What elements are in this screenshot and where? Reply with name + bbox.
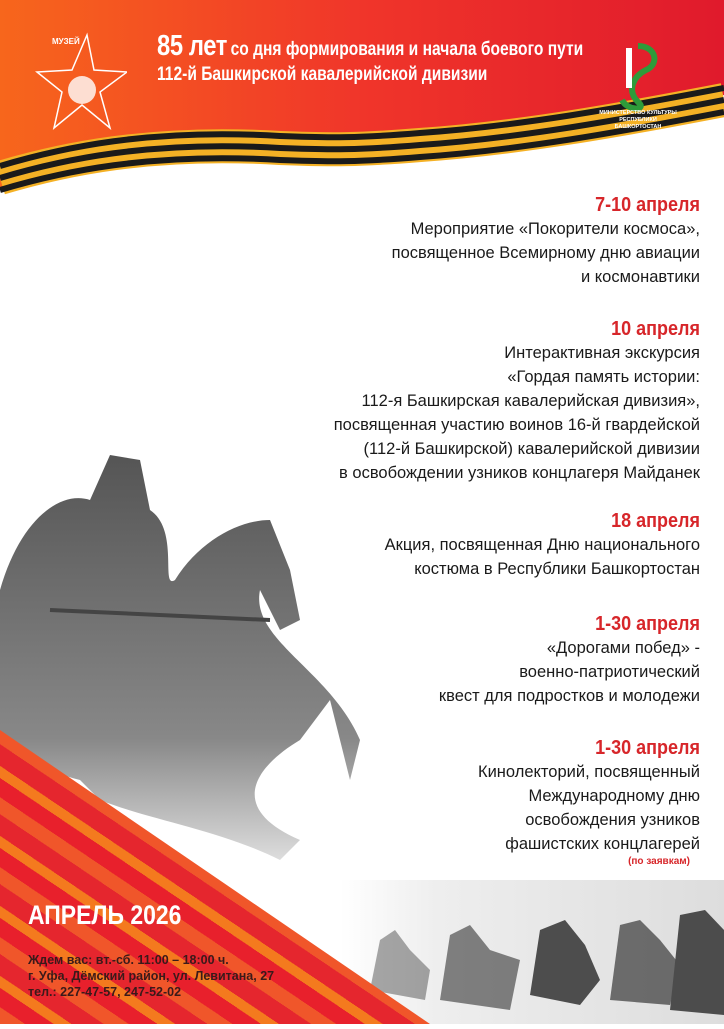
event-text: костюма в Республики Башкортостан: [414, 560, 700, 578]
event-item: [240, 612, 700, 708]
event-text: посвященное Всемирному дню авиации: [391, 244, 700, 262]
event-date: 1-30 апреля: [595, 613, 700, 635]
ministry-line1: МИНИСТЕРСТВО КУЛЬТУРЫ: [599, 110, 677, 116]
event-item: [240, 509, 700, 581]
event-item: [240, 317, 700, 485]
header-banner: [0, 0, 724, 200]
event-text: освобождения узников: [525, 811, 700, 829]
phone: тел.: 227-47-57, 247-52-02: [28, 985, 182, 999]
event-text: в освобождении узников концлагеря Майданек: [339, 464, 700, 482]
event-text: Кинолекторий, посвященный: [477, 763, 700, 781]
banner-title: [157, 30, 583, 63]
event-text: и космонавтики: [580, 268, 700, 286]
title-rest: со дня формирования и начала боевого пути: [230, 39, 584, 60]
event-text: 112-я Башкирская кавалерийская дивизия»,: [361, 392, 700, 410]
event-text: (112-й Башкирской) кавалерийской дивизии: [363, 440, 700, 458]
events-list: [240, 193, 700, 868]
event-text: «Дорогами побед» -: [546, 639, 700, 657]
event-item: [240, 736, 700, 868]
address: г. Уфа, Дёмский район, ул. Левитана, 27: [28, 969, 275, 983]
museum-logo-label: МУЗЕЙ: [52, 37, 80, 46]
banner-subtitle: 112-й Башкирской кавалерийской дивизии: [157, 64, 488, 85]
opening-hours: Ждем вас: вт.-сб. 11:00 – 18:00 ч.: [28, 953, 229, 967]
ministry-line2: РЕСПУБЛИКИ БАШКОРТОСТАН: [614, 117, 662, 130]
event-text: Мероприятие «Покорители космоса»,: [410, 220, 700, 238]
ministry-logo: [598, 40, 678, 120]
event-date: 18 апреля: [611, 510, 700, 532]
ministry-label: [598, 110, 678, 131]
event-text: посвященная участию воинов 16-й гвардейской: [333, 416, 700, 434]
event-text: «Гордая память истории:: [507, 368, 700, 386]
event-text: квест для подростков и молодежи: [438, 687, 700, 705]
contact-info: [28, 952, 274, 1000]
event-note: (по заявкам): [628, 856, 690, 867]
title-years: 85 лет: [157, 30, 227, 62]
event-date: 7-10 апреля: [595, 194, 700, 216]
event-text: Акция, посвященная Дню национального: [384, 536, 700, 554]
event-text: фашистских концлагерей: [505, 835, 700, 853]
event-date: 10 апреля: [611, 318, 700, 340]
event-text: военно-патриотический: [519, 663, 700, 681]
event-text: Международному дню: [528, 787, 700, 805]
event-text: Интерактивная экскурсия: [504, 344, 700, 362]
month-label: АПРЕЛЬ 2026: [28, 900, 182, 930]
event-date: 1-30 апреля: [595, 737, 700, 759]
event-item: [240, 193, 700, 289]
